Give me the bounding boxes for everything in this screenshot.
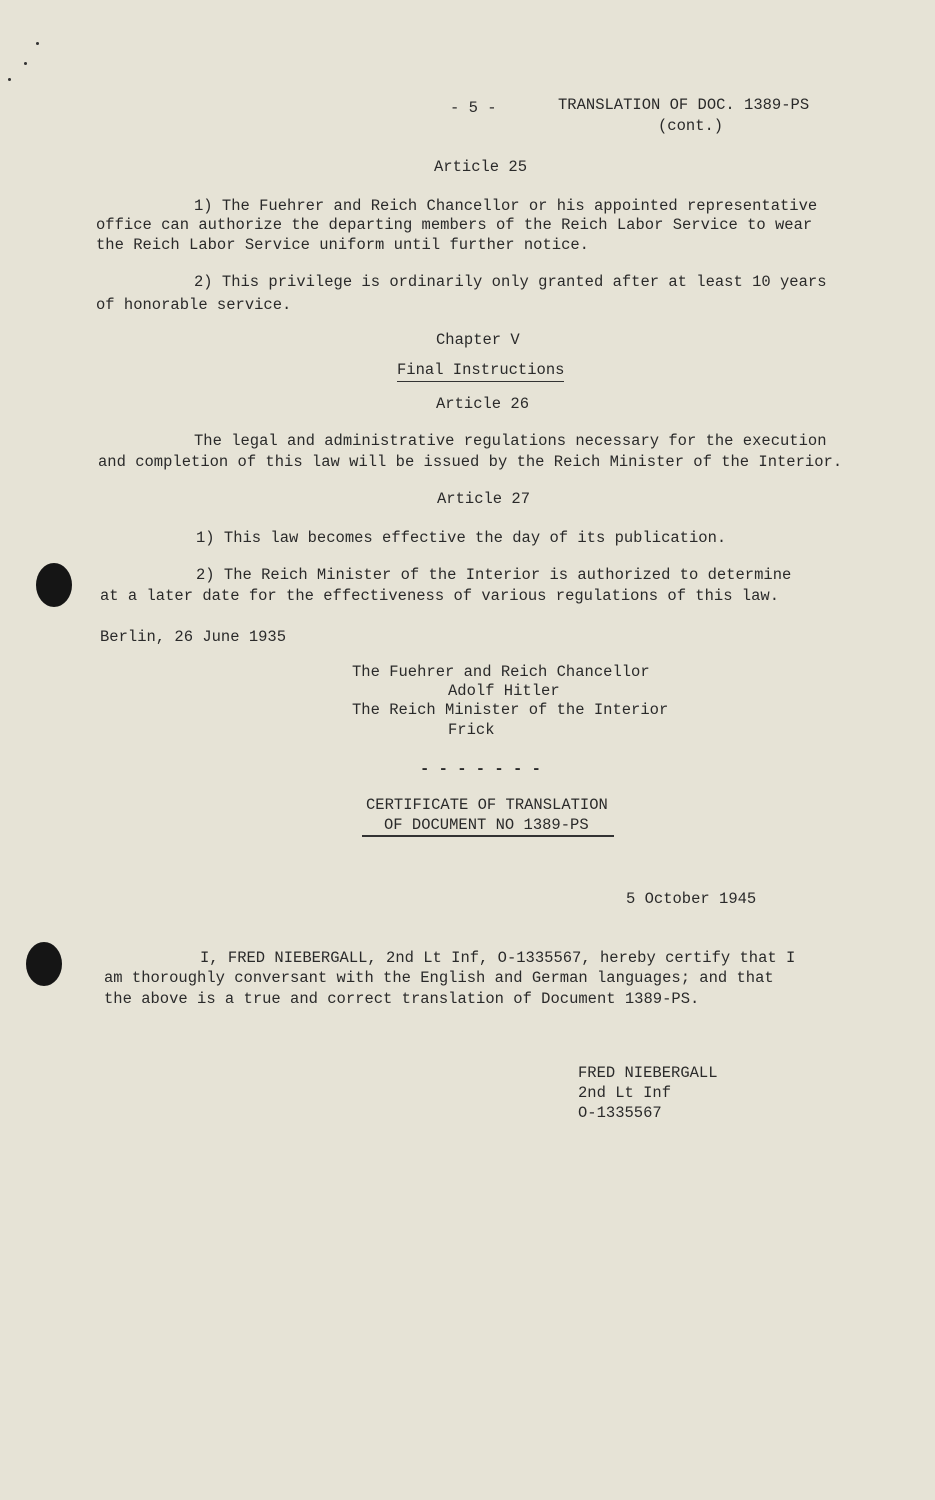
signatory-2-title: The Reich Minister of the Interior — [352, 701, 669, 719]
certificate-title-line1: CERTIFICATE OF TRANSLATION — [366, 796, 608, 814]
speck — [36, 42, 39, 45]
separator: - - - - - - - — [420, 760, 541, 778]
certificate-body-line2: am thoroughly conversant with the English and German languages; and that — [104, 969, 774, 987]
punch-hole-top — [36, 563, 72, 607]
translator-serial: O-1335567 — [578, 1104, 662, 1122]
chapter-title: Chapter V — [436, 331, 520, 349]
signatory-1-title: The Fuehrer and Reich Chancellor — [352, 663, 650, 681]
article-25-p2-line1: 2) This privilege is ordinarily only granted after at least 10 years — [194, 273, 827, 291]
article-25-p1-line2: office can authorize the departing members of the Reich Labor Service to wear — [96, 216, 813, 234]
article-27-p2-line2: at a later date for the effectiveness of various regulations of this law. — [100, 587, 780, 605]
signatory-1-name: Adolf Hitler — [448, 682, 560, 700]
certificate-underline — [362, 835, 614, 837]
certificate-date: 5 October 1945 — [626, 890, 757, 908]
certificate-body-line3: the above is a true and correct translation of Document 1389-PS. — [104, 990, 700, 1008]
signatory-2-name: Frick — [448, 721, 495, 739]
article-25-title: Article 25 — [434, 158, 528, 176]
translator-rank: 2nd Lt Inf — [578, 1084, 672, 1102]
article-25-p2-line2: of honorable service. — [96, 296, 292, 314]
article-26-line1: The legal and administrative regulations necessary for the execution — [194, 432, 827, 450]
doc-reference-cont: (cont.) — [658, 117, 724, 135]
certificate-title-line2: OF DOCUMENT NO 1389-PS — [384, 816, 589, 834]
certificate-body-line1: I, FRED NIEBERGALL, 2nd Lt Inf, O-1335567, hereby certify that I — [200, 949, 796, 967]
dateline: Berlin, 26 June 1935 — [100, 628, 287, 646]
punch-hole-bottom — [26, 942, 62, 986]
article-26-title: Article 26 — [436, 395, 530, 413]
article-26-line2: and completion of this law will be issued by the Reich Minister of the Interior. — [98, 453, 843, 471]
page-number: - 5 - — [450, 99, 497, 117]
doc-reference: TRANSLATION OF DOC. 1389-PS — [558, 96, 810, 114]
article-25-p1-line1: 1) The Fuehrer and Reich Chancellor or his appointed representative — [194, 197, 818, 215]
article-27-title: Article 27 — [437, 490, 531, 508]
article-27-p1: 1) This law becomes effective the day of its publication. — [196, 529, 727, 547]
article-27-p2-line1: 2) The Reich Minister of the Interior is authorized to determine — [196, 566, 792, 584]
chapter-subtitle: Final Instructions — [397, 360, 564, 382]
article-25-p1-line3: the Reich Labor Service uniform until further notice. — [96, 236, 589, 254]
speck — [8, 78, 11, 81]
speck — [24, 62, 27, 65]
translator-name: FRED NIEBERGALL — [578, 1064, 718, 1082]
